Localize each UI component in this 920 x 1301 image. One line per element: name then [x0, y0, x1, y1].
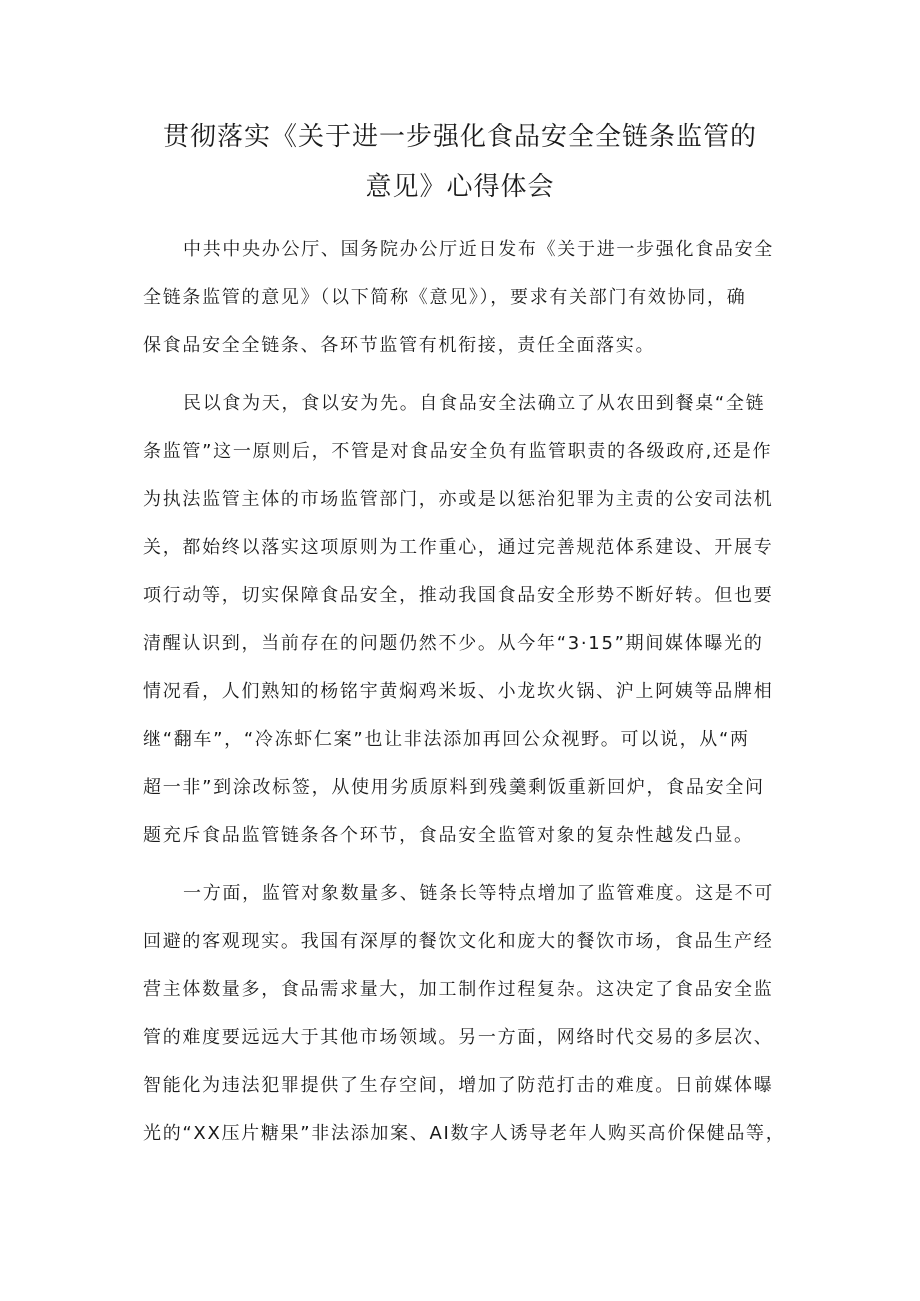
paragraph-line: 智能化为违法犯罪提供了生存空间，增加了防范打击的难度。日前媒体曝 [143, 1075, 774, 1096]
paragraph-line: 光的“XX压片糖果”非法添加案、AI数字人诱导老年人购买高价保健品等， [143, 1123, 786, 1144]
paragraph-line: 一方面，监管对象数量多、链条长等特点增加了监管难度。这是不可 [183, 883, 774, 904]
paragraph-line: 民以食为天，食以安为先。自食品安全法确立了从农田到餐桌“全链 [183, 393, 766, 414]
paragraph-intro [143, 226, 783, 370]
paragraph-line: 超一非”到涂改标签，从使用劣质原料到残羹剩饭重新回炉，食品安全问 [143, 777, 765, 798]
paragraph-line: 清醒认识到，当前存在的问题仍然不少。从今年“3·15”期间媒体曝光的 [143, 633, 764, 654]
paragraph-line: 全链条监管的意见》（以下简称《意见》），要求有关部门有效协同，确 [143, 287, 747, 308]
paragraph-line: 条监管”这一原则后，不管是对食品安全负有监管职责的各级政府,还是作 [143, 441, 773, 462]
paragraph-food-safety [143, 380, 783, 860]
paragraph-challenges [143, 870, 786, 1158]
document-title [140, 112, 780, 212]
title-line-1: 贯彻落实《关于进一步强化食品安全全链条监管的 [162, 122, 757, 152]
paragraph-line: 保食品安全全链条、各环节监管有机衔接，责任全面落实。 [143, 335, 656, 356]
paragraph-line: 情况看，人们熟知的杨铭宇黄焖鸡米坂、小龙坎火锅、沪上阿姨等品牌相 [143, 681, 774, 702]
paragraph-line: 营主体数量多，食品需求量大，加工制作过程复杂。这决定了食品安全监 [143, 979, 774, 1000]
paragraph-line: 中共中央办公厅、国务院办公厅近日发布《关于进一步强化食品安全 [183, 239, 774, 260]
paragraph-line: 继“翻车”，“冷冻虾仁案”也让非法添加再回公众视野。可以说，从“两 [143, 729, 750, 750]
paragraph-line: 项行动等，切实保障食品安全，推动我国食品安全形势不断好转。但也要 [143, 585, 774, 606]
title-line-2: 意见》心得体会 [365, 172, 555, 202]
paragraph-line: 管的难度要远远大于其他市场领域。另一方面，网络时代交易的多层次、 [143, 1027, 774, 1048]
paragraph-line: 回避的客观现实。我国有深厚的餐饮文化和庞大的餐饮市场，食品生产经 [143, 931, 774, 952]
paragraph-line: 为执法监管主体的市场监管部门，亦或是以惩治犯罪为主责的公安司法机 [143, 489, 774, 510]
paragraph-line: 题充斥食品监管链条各个环节，食品安全监管对象的复杂性越发凸显。 [143, 825, 754, 846]
paragraph-line: 关，都始终以落实这项原则为工作重心，通过完善规范体系建设、开展专 [143, 537, 774, 558]
